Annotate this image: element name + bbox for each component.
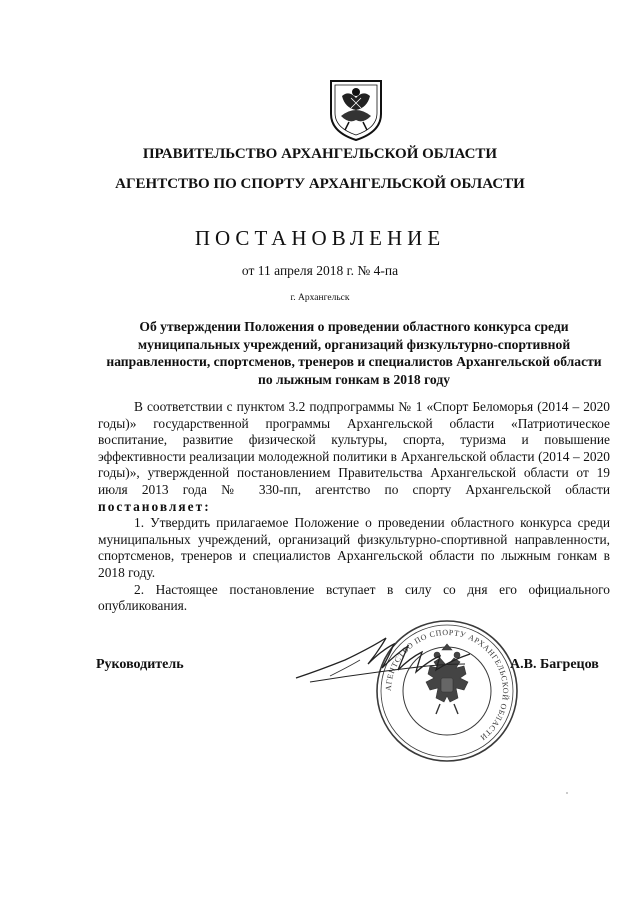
seal-text: АГЕНТСТВО ПО СПОРТУ АРХАНГЕЛЬСКОЙ ОБЛАСТИ bbox=[383, 627, 511, 743]
government-name: ПРАВИТЕЛЬСТВО АРХАНГЕЛЬСКОЙ ОБЛАСТИ bbox=[142, 146, 498, 162]
coat-of-arms-emblem bbox=[327, 78, 385, 142]
signatory-name: А.В. Багрецов bbox=[510, 657, 599, 672]
document-body bbox=[98, 399, 610, 615]
document-city: г. Архангельск bbox=[290, 293, 350, 303]
scan-speck bbox=[566, 792, 568, 794]
document-type-title: ПОСТАНОВЛЕНИЕ bbox=[194, 226, 446, 250]
handwritten-signature bbox=[290, 630, 540, 690]
decree-item-1: 1. Утвердить прилагаемое Положение о проведении областного конкурса среди муниципальных учреждений, организаций физкультурно-спортивной направленности, спортсменов, тренеров и специалистов Архангельской области по лыжным гонкам в 2018 году. bbox=[98, 515, 610, 580]
document-subject: Об утверждении Положения о проведении областного конкурса среди муниципальных учреждений, организаций физкультурно-спортивной направленности, спортсменов, тренеров и специалистов Архангельской области по лыжным гонкам в 2018 году bbox=[106, 319, 602, 387]
agency-name: АГЕНТСТВО ПО СПОРТУ АРХАНГЕЛЬСКОЙ ОБЛАСТИ bbox=[115, 176, 525, 192]
decree-item-2: 2. Настоящее постановление вступает в силу со дня его официального опубликования. bbox=[98, 581, 610, 614]
preamble-paragraph bbox=[98, 399, 610, 515]
signatory-position: Руководитель bbox=[96, 657, 184, 672]
document-date-number: от 11 апреля 2018 г. № 4-па bbox=[241, 263, 399, 278]
decree-word: постановляет: bbox=[98, 498, 211, 514]
preamble-text: В соответствии с пунктом 3.2 подпрограммы № 1 «Спорт Беломорья (2014 – 2020 годы)» государственной программы Архангельской области «Патриотическое воспитание, развитие физической культуры, спорта, туризма и повышение эффективности реализации молодежной политики в Архангельской области (2014 – 2020 годы)», утвержденной постановлением Правительства Архангельской области от 19 июля 2013 года № 330-пп, агентство по спорту Архангельской области bbox=[98, 399, 610, 497]
